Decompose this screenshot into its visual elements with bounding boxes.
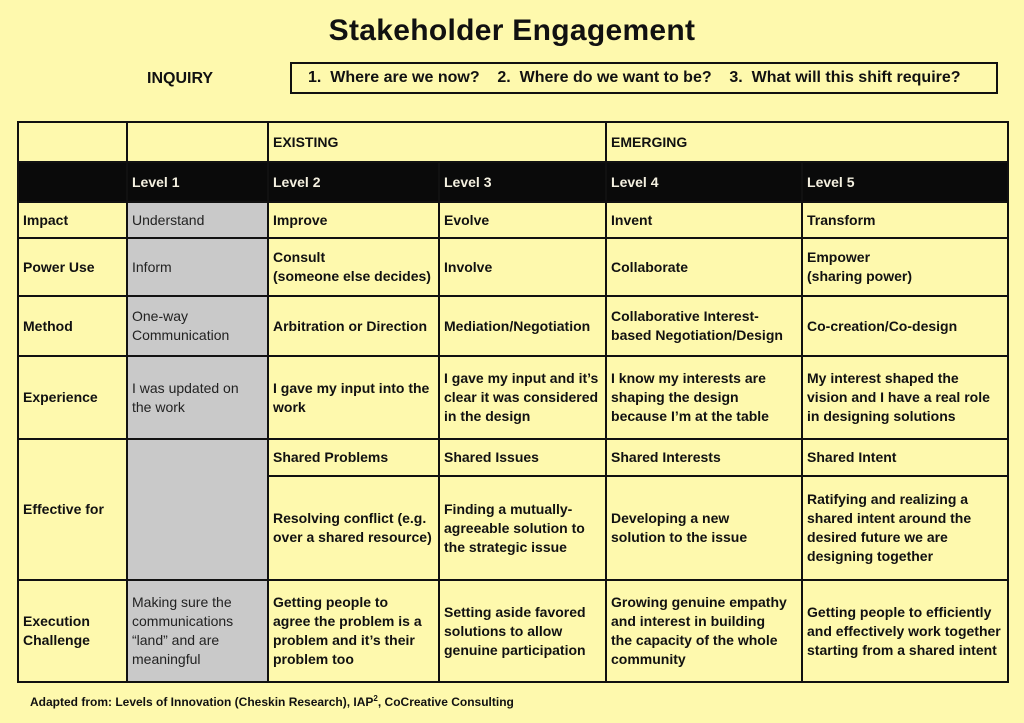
row-effective-for-shared xyxy=(18,439,1008,476)
row-label: Power Use xyxy=(18,238,127,296)
table-cell: Growing genuine empathy and interest in building the capacity of the whole community xyxy=(606,580,802,682)
table-cell: Mediation/Negotiation xyxy=(439,296,606,356)
engagement-table xyxy=(17,121,1009,683)
table-cell: Shared Issues xyxy=(439,439,606,476)
footer-suffix: , CoCreative Consulting xyxy=(377,695,514,709)
table-cell: Shared Interests xyxy=(606,439,802,476)
row-label: Method xyxy=(18,296,127,356)
table-cell: Empower (sharing power) xyxy=(802,238,1008,296)
footer-prefix: Adapted from: Levels of Innovation (Cheskin Research), IAP xyxy=(30,695,374,709)
table-cell: Developing a new solution to the issue xyxy=(606,476,802,580)
page-title: Stakeholder Engagement xyxy=(328,14,696,47)
table-cell-empty xyxy=(127,439,268,580)
table-cell: Getting people to agree the problem is a problem and it’s their problem too xyxy=(268,580,439,682)
level-header-blank xyxy=(18,162,127,202)
inquiry-questions-text: 1. Where are we now? 2. Where do we want to be? 3. What will this shift require? xyxy=(308,69,961,86)
table-cell: Shared Intent xyxy=(802,439,1008,476)
empty-corner xyxy=(18,122,127,162)
inquiry-label: INQUIRY xyxy=(147,70,214,87)
group-existing: EXISTING xyxy=(268,122,606,162)
table-cell: Co-creation/Co-design xyxy=(802,296,1008,356)
level-header: Level 2 xyxy=(268,162,439,202)
table-cell: Involve xyxy=(439,238,606,296)
row-label: Experience xyxy=(18,356,127,439)
level-header: Level 1 xyxy=(127,162,268,202)
row-label: Effective for xyxy=(18,439,127,580)
level-header: Level 3 xyxy=(439,162,606,202)
table-cell: Getting people to efficiently and effectively work together starting from a shared intent xyxy=(802,580,1008,682)
row-label: Impact xyxy=(18,202,127,238)
table-cell: I know my interests are shaping the design because I’m at the table xyxy=(606,356,802,439)
group-header-row xyxy=(18,122,1008,162)
footer-attribution xyxy=(30,694,514,709)
table-cell: Collaborative Interest- based Negotiation/Design xyxy=(606,296,802,356)
empty-group-cell xyxy=(127,122,268,162)
inquiry-questions xyxy=(290,62,998,94)
table-cell: Understand xyxy=(127,202,268,238)
table-cell: Resolving conflict (e.g. over a shared resource) xyxy=(268,476,439,580)
table-cell: Arbitration or Direction xyxy=(268,296,439,356)
table-cell: Inform xyxy=(127,238,268,296)
table-cell: Finding a mutually- agreeable solution to the strategic issue xyxy=(439,476,606,580)
table-cell: Consult (someone else decides) xyxy=(268,238,439,296)
table-cell: Setting aside favored solutions to allow genuine participation xyxy=(439,580,606,682)
table-cell: Collaborate xyxy=(606,238,802,296)
group-emerging: EMERGING xyxy=(606,122,1008,162)
table-cell: Invent xyxy=(606,202,802,238)
row-power-use xyxy=(18,238,1008,296)
row-experience xyxy=(18,356,1008,439)
table-cell: I gave my input into the work xyxy=(268,356,439,439)
table-cell: Transform xyxy=(802,202,1008,238)
table-cell: Evolve xyxy=(439,202,606,238)
level-header: Level 4 xyxy=(606,162,802,202)
level-header-row xyxy=(18,162,1008,202)
table-cell: Making sure the communications “land” and are meaningful xyxy=(127,580,268,682)
table-cell: My interest shaped the vision and I have a real role in designing solutions xyxy=(802,356,1008,439)
table-cell: Shared Problems xyxy=(268,439,439,476)
row-method xyxy=(18,296,1008,356)
row-execution-challenge xyxy=(18,580,1008,682)
footer-superscript: 2 xyxy=(373,694,378,703)
level-header: Level 5 xyxy=(802,162,1008,202)
table-cell: Ratifying and realizing a shared intent around the desired future we are designing together xyxy=(802,476,1008,580)
row-impact xyxy=(18,202,1008,238)
table-cell: One-way Communication xyxy=(127,296,268,356)
table-cell: Improve xyxy=(268,202,439,238)
row-label: Execution Challenge xyxy=(18,580,127,682)
table-cell: I gave my input and it’s clear it was considered in the design xyxy=(439,356,606,439)
table-cell: I was updated on the work xyxy=(127,356,268,439)
